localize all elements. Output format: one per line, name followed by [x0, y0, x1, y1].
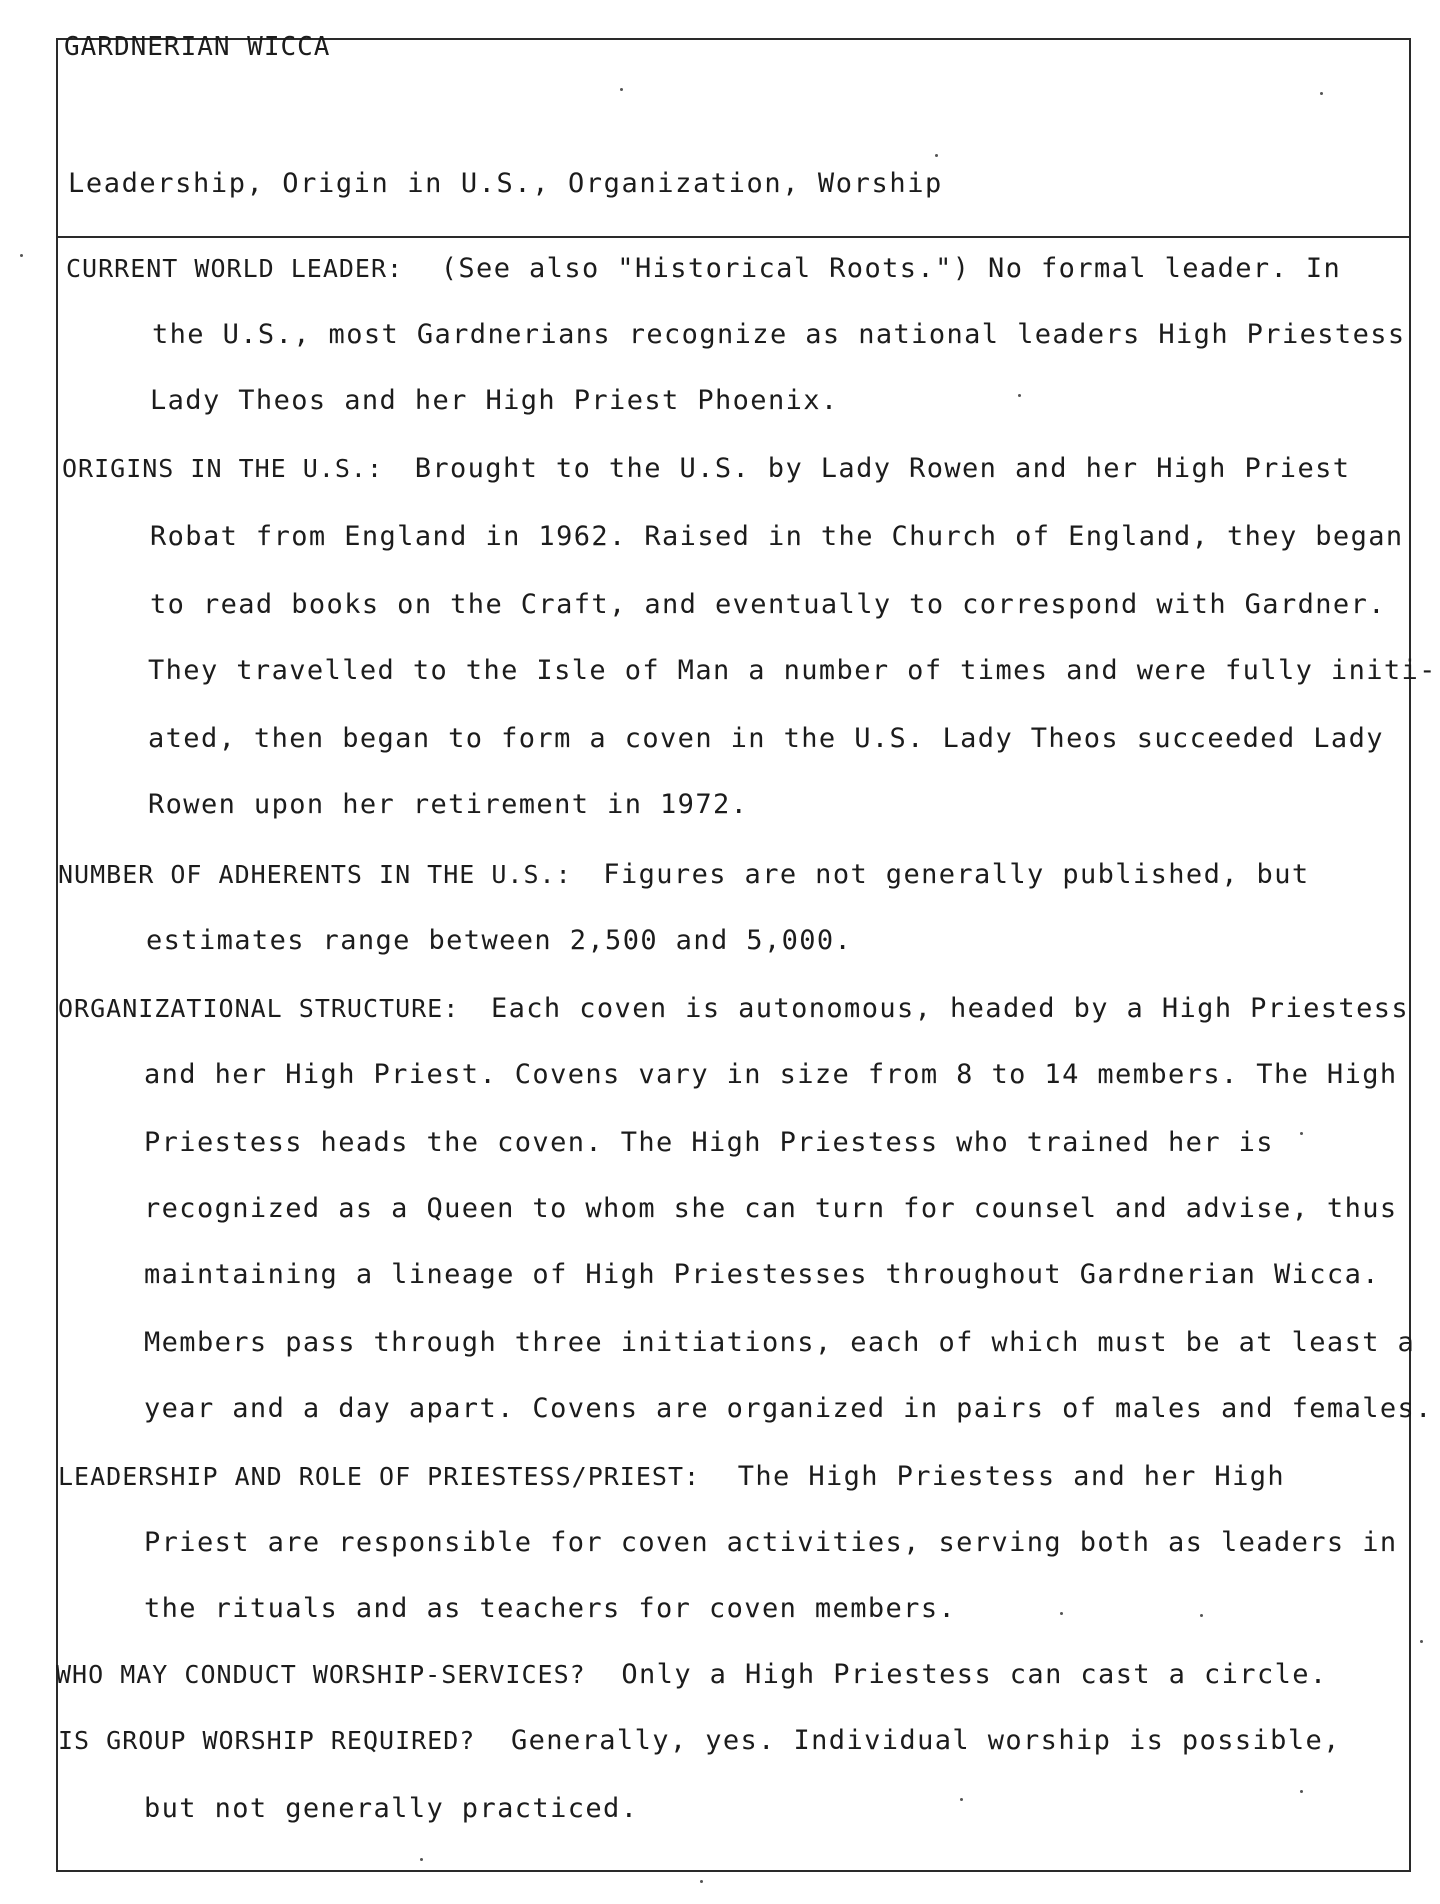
section-label: LEADERSHIP AND ROLE OF PRIESTESS/PRIEST:	[58, 1462, 701, 1491]
scan-speck	[1300, 1790, 1303, 1793]
section-leadership-first-line	[58, 1460, 1285, 1494]
scan-speck	[700, 1880, 703, 1883]
section-group-first-line	[58, 1724, 1341, 1758]
scan-speck	[1300, 1132, 1303, 1135]
scan-speck	[1018, 394, 1021, 397]
section-text: maintaining a lineage of High Priestesses throughout Gardnerian Wicca.	[144, 1259, 1380, 1290]
scan-speck	[20, 254, 23, 257]
scan-speck	[620, 88, 623, 91]
section-text: The High Priestess and her High	[737, 1461, 1286, 1492]
header-box	[56, 38, 1411, 238]
section-origins-first-line	[62, 452, 1350, 486]
scan-speck	[935, 154, 938, 157]
section-text: year and a day apart. Covens are organized in pairs of males and females.	[144, 1393, 1433, 1424]
section-text: to read books on the Craft, and eventually to correspond with Gardner.	[150, 589, 1386, 620]
section-label: ORIGINS IN THE U.S.:	[62, 454, 384, 483]
section-text: Priest are responsible for coven activities, serving both as leaders in	[144, 1527, 1398, 1558]
section-text: Figures are not generally published, but	[603, 859, 1310, 890]
document-subtitle: Leadership, Origin in U.S., Organization, Worship	[68, 168, 943, 199]
section-text: the rituals and as teachers for coven members.	[144, 1593, 957, 1624]
section-text: but not generally practiced.	[144, 1793, 639, 1824]
section-text: Priestess heads the coven. The High Priestess who trained her is	[144, 1127, 1274, 1158]
scan-speck	[420, 1858, 423, 1861]
section-leader-first-line	[66, 252, 1341, 286]
section-text: Only a High Priestess can cast a circle.	[621, 1659, 1328, 1690]
section-text: Lady Theos and her High Priest Phoenix.	[150, 385, 839, 416]
section-text: estimates range between 2,500 and 5,000.	[146, 925, 853, 956]
scan-speck	[1320, 92, 1323, 95]
section-text: Robat from England in 1962. Raised in the Church of England, they began	[150, 521, 1404, 552]
section-structure-first-line	[58, 992, 1409, 1026]
section-text: Rowen upon her retirement in 1972.	[148, 789, 749, 820]
section-text: the U.S., most Gardnerians recognize as national leaders High Priestess	[152, 319, 1406, 350]
section-label: WHO MAY CONDUCT WORSHIP-SERVICES?	[56, 1660, 586, 1689]
section-label: NUMBER OF ADHERENTS IN THE U.S.:	[58, 860, 572, 889]
section-text: Brought to the U.S. by Lady Rowen and her High Priest	[414, 453, 1351, 484]
section-text: They travelled to the Isle of Man a number of times and were fully initi-	[148, 655, 1437, 686]
section-text: Generally, yes. Individual worship is possible,	[511, 1725, 1341, 1756]
section-text: (See also "Historical Roots.") No formal leader. In	[440, 253, 1342, 284]
section-text: and her High Priest. Covens vary in size from 8 to 14 members. The High	[144, 1059, 1398, 1090]
scan-speck	[1060, 1612, 1063, 1615]
section-label: CURRENT WORLD LEADER:	[66, 254, 404, 283]
section-label: ORGANIZATIONAL STRUCTURE:	[58, 994, 460, 1023]
document-title: GARDNERIAN WICCA	[64, 32, 331, 62]
scan-speck	[960, 1798, 963, 1801]
scan-speck	[1200, 1614, 1203, 1617]
section-text: Members pass through three initiations, each of which must be at least a	[144, 1327, 1416, 1358]
section-conduct-line	[56, 1658, 1328, 1692]
scan-speck	[1420, 1640, 1423, 1643]
section-adherents-first-line	[58, 858, 1310, 892]
section-text: recognized as a Queen to whom she can turn for counsel and advise, thus	[144, 1193, 1398, 1224]
section-text: Each coven is autonomous, headed by a High Priestess	[490, 993, 1410, 1024]
section-text: ated, then began to form a coven in the U.S. Lady Theos succeeded Lady	[148, 723, 1384, 754]
section-label: IS GROUP WORSHIP REQUIRED?	[58, 1726, 476, 1755]
